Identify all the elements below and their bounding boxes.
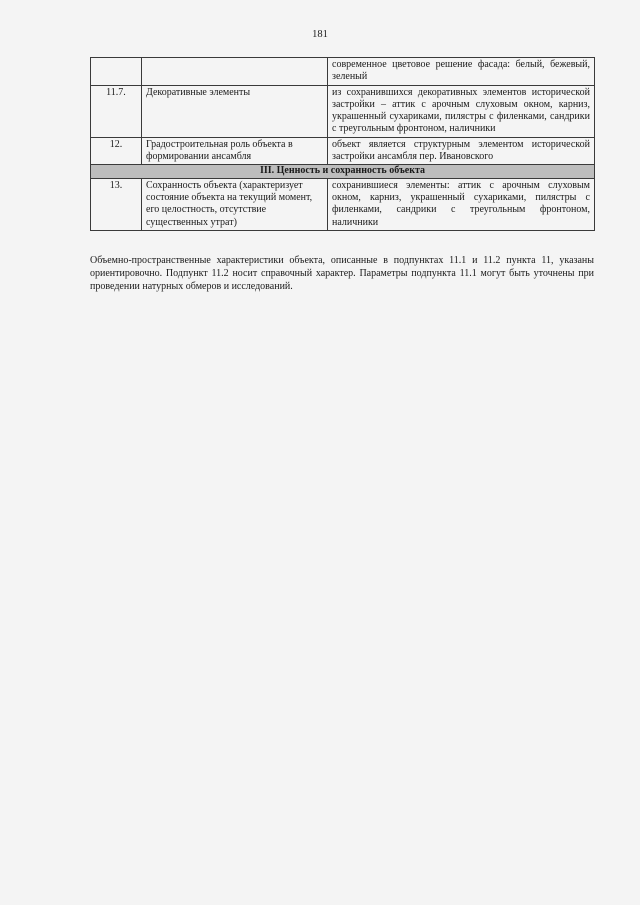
row-number-cell: 13. [91, 178, 142, 230]
row-name-cell: Сохранность объекта (характеризует состояние объекта на текущий момент, его целостность, отсутствие существенных утрат) [142, 178, 328, 230]
row-name-cell [142, 58, 328, 86]
row-value-cell: объект является структурным элементом исторической застройки ансамбля пер. Ивановского [328, 137, 595, 165]
table-row [91, 178, 595, 230]
row-number-cell [91, 58, 142, 86]
section-heading: III. Ценность и сохранность объекта [91, 165, 595, 178]
section-heading-row [91, 165, 595, 178]
row-value-cell: сохранившиеся элементы: аттик с арочным слуховым окном, карниз, украшенный сухариками, пилястры с филенками, сандрики с треугольным фронтоном, наличники [328, 178, 595, 230]
page-number: 181 [312, 29, 328, 40]
row-number-cell: 11.7. [91, 85, 142, 137]
table-row [91, 58, 595, 86]
row-value-cell: современное цветовое решение фасада: белый, бежевый, зеленый [328, 58, 595, 86]
table-row [91, 85, 595, 137]
row-name-cell: Градостроительная роль объекта в формировании ансамбля [142, 137, 328, 165]
object-characteristics-table [90, 57, 595, 231]
table-row [91, 137, 595, 165]
row-value-cell: из сохранившихся декоративных элементов исторической застройки – аттик с арочным слуховым окном, карниз, украшенный сухариками, пилястры с филенками, сандрики с треугольным фронтоном, наличники [328, 85, 595, 137]
row-number-cell: 12. [91, 137, 142, 165]
footnote-paragraph: Объемно-пространственные характеристики объекта, описанные в подпунктах 11.1 и 11.2 пункта 11, указаны ориентировочно. Подпункт 11.2 носит справочный характер. Параметры подпункта 11.1 могут быть уточнены при проведении натурных обмеров и исследований. [90, 255, 594, 292]
row-name-cell: Декоративные элементы [142, 85, 328, 137]
